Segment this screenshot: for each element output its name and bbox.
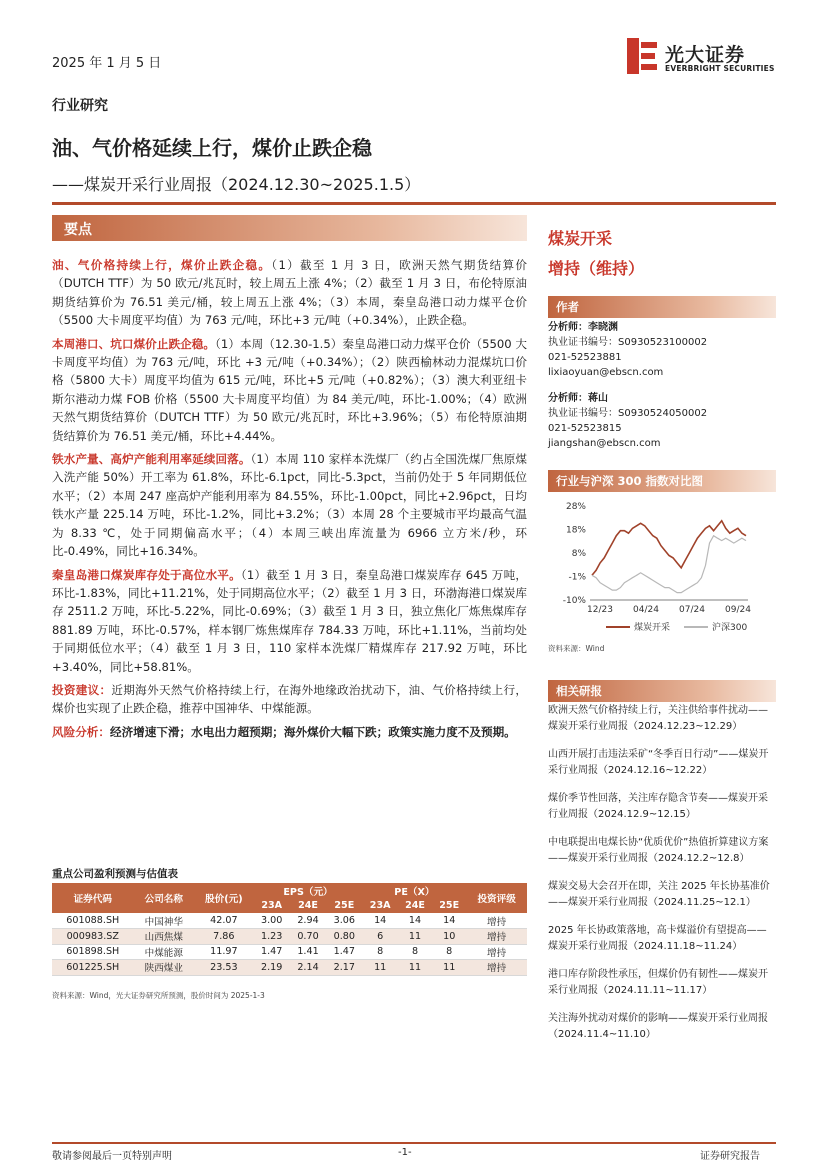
y-tick-label: 18% — [565, 525, 586, 536]
related-report-link[interactable]: 港口库存阶段性承压，但煤价仍有韧性——煤炭开采行业周报（2024.11.11~11.17） — [548, 969, 768, 996]
key-point-text: （1）本周 110 家样本洗煤厂（约占全国洗煤厂焦原煤入洗产能 50%）开工率为 61.8%，环比-6.1pct，同比-5.3pct，当前仍处于 5 年同期低位水平；（2）本周 247 座高炉产能利用率为 84.55%，环比-1.00pct，同比+2.96pct，日均铁水产量 225.14 万吨，环比-1.2%，同比+3.2%；（3）本周 28 个主要城市平均最高气温为 8.33 ℃，处于同期偏高水平；（4）本周三峡出库流量为 6966 立方米/秒，环比-0.49%，同比+16.34%。 — [52, 452, 528, 559]
report-date: 2025 年 1 月 5 日 — [52, 56, 162, 71]
investment-advice-text: 近期海外天然气价格持续上行，在海外地缘政治扰动下，油、气价格持续上行，煤价也实现了止跌企稳，推荐中国神华、中煤能源。 — [52, 682, 527, 716]
col-header-name: 公司名称 — [134, 883, 195, 913]
table-source: 资料来源：Wind，光大证券研究所预测，股价时间为 2025-1-3 — [52, 991, 265, 1000]
risk-analysis-lead: 风险分析： — [52, 724, 110, 739]
author-block — [548, 391, 776, 451]
col-header-year: 23A — [254, 898, 290, 913]
key-point-paragraph — [52, 335, 527, 445]
cell-price: 11.97 — [194, 944, 253, 960]
related-header — [548, 680, 776, 702]
cell-pe: 8 — [362, 944, 397, 960]
key-points-header — [52, 215, 527, 241]
cell-name: 山西焦煤 — [134, 929, 195, 945]
risk-analysis — [52, 723, 527, 741]
related-report-link[interactable]: 山西开展打击违法采矿“冬季百日行动”——煤炭开采行业周报（2024.12.16~12.22） — [548, 749, 769, 776]
cell-eps: 1.47 — [254, 944, 290, 960]
col-header-year: 24E — [398, 898, 432, 913]
cell-pe: 11 — [362, 960, 397, 976]
cell-code: 601225.SH — [52, 960, 134, 976]
footer-report-type: 证券研究报告 — [700, 1151, 760, 1162]
related-header-label: 相关研报 — [556, 684, 602, 698]
table-row — [52, 929, 527, 945]
report-subtitle: ——煤炭开采行业周报（2024.12.30~2025.1.5） — [52, 175, 421, 194]
brand-logo — [627, 38, 777, 78]
authors-header-label: 作者 — [556, 300, 579, 314]
brand-name-cn: 光大证券 — [665, 44, 746, 66]
y-tick-label: 8% — [571, 549, 586, 559]
cell-eps: 3.06 — [326, 913, 362, 929]
author-phone: 021-52523881 — [548, 352, 622, 363]
author-email[interactable]: lixiaoyuan@ebscn.com — [548, 367, 664, 378]
cell-price: 23.53 — [194, 960, 253, 976]
brand-name-en: EVERBRIGHT SECURITIES — [665, 64, 775, 73]
author-name: 分析师：蒋山 — [548, 393, 608, 404]
cell-eps: 1.41 — [290, 944, 326, 960]
cell-eps: 1.47 — [326, 944, 362, 960]
related-report-link[interactable]: 煤炭交易大会召开在即，关注 2025 年长协基准价——煤炭开采行业周报（2024.11.25~12.1） — [548, 881, 770, 908]
x-tick-label: 09/24 — [725, 605, 751, 615]
cell-rating: 增持 — [466, 929, 527, 945]
author-name: 分析师：李晓渊 — [548, 322, 618, 333]
col-header-code: 证券代码 — [52, 883, 134, 913]
chart-header — [548, 470, 776, 492]
sector-name: 煤炭开采 — [548, 229, 613, 248]
series-line-csi300 — [592, 536, 746, 593]
y-tick-label: -10% — [562, 596, 586, 606]
author-cert: 执业证书编号：S0930523100002 — [548, 337, 708, 348]
page-number: -1- — [398, 1147, 412, 1158]
cell-code: 601898.SH — [52, 944, 134, 960]
cell-name: 陕西煤业 — [134, 960, 195, 976]
col-header-year: 25E — [326, 898, 362, 913]
table-title: 重点公司盈利预测与估值表 — [52, 868, 178, 880]
col-header-eps: EPS（元） — [254, 883, 363, 898]
legend-label: 沪深300 — [712, 623, 748, 633]
y-tick-label: 28% — [565, 502, 586, 512]
col-header-year: 24E — [290, 898, 326, 913]
earnings-forecast-table — [52, 883, 527, 976]
cell-eps: 2.19 — [254, 960, 290, 976]
cell-pe: 14 — [432, 913, 466, 929]
author-block — [548, 320, 776, 380]
cell-eps: 0.80 — [326, 929, 362, 945]
author-email[interactable]: jiangshan@ebscn.com — [548, 438, 661, 449]
key-point-lead: 铁水产量、高炉产能利用率延续回落。 — [52, 452, 251, 467]
table-row — [52, 944, 527, 960]
key-point-text: （1）截至 1 月 3 日，欧洲天然气期货结算价（DUTCH TTF）为 50 欧元/兆瓦时，较上周五上涨 4%；（2）截至 1 月 3 日，布伦特原油期货结算价为 76.51 美元/桶，较上周五上涨 4%；（3）本周，秦皇岛港口动力煤平仓价（5500 大卡周度平均值）为 763 元/吨，环比+3 元/吨（+0.34%），止跌企稳。 — [52, 258, 527, 328]
cell-eps: 0.70 — [290, 929, 326, 945]
cell-name: 中煤能源 — [134, 944, 195, 960]
cell-pe: 8 — [398, 944, 432, 960]
col-header-rating: 投资评级 — [466, 883, 527, 913]
col-header-year: 25E — [432, 898, 466, 913]
investment-advice — [52, 681, 527, 718]
key-point-lead: 油、气价格持续上行，煤价止跌企稳。 — [52, 258, 272, 272]
cell-pe: 11 — [398, 929, 432, 945]
cell-rating: 增持 — [466, 944, 527, 960]
index-comparison-chart — [548, 500, 776, 640]
cell-price: 7.86 — [194, 929, 253, 945]
col-header-pe: PE（X） — [362, 883, 466, 898]
x-tick-label: 12/23 — [587, 605, 613, 615]
x-tick-label: 07/24 — [679, 605, 705, 615]
key-point-lead: 秦皇岛港口煤炭库存处于高位水平。 — [52, 567, 241, 582]
report-title: 油、气价格延续上行，煤价止跌企稳 — [52, 136, 372, 160]
related-report-link[interactable]: 关注海外扰动对煤价的影响——煤炭开采行业周报（2024.11.4~11.10） — [548, 1013, 768, 1040]
chart-header-label: 行业与沪深 300 指数对比图 — [556, 474, 704, 488]
cell-pe: 14 — [362, 913, 397, 929]
table-row — [52, 913, 527, 929]
chart-source: 资料来源：Wind — [548, 644, 605, 653]
author-phone: 021-52523815 — [548, 423, 622, 434]
table-row — [52, 960, 527, 976]
cell-pe: 10 — [432, 929, 466, 945]
cell-pe: 8 — [432, 944, 466, 960]
key-point-text: （1）截至 1 月 3 日，秦皇岛港口煤炭库存 645 万吨，环比-1.83%，同比+11.21%，处于同期高位水平；（2）截至 1 月 3 日，环渤海港口煤炭库存 2511.2 万吨，环比-5.22%，同比-0.69%；（3）截至 1 月 3 日，独立焦化厂炼焦煤库存 881.89 万吨，环比-0.57%，样本钢厂炼焦煤库存 784.33 万吨，环比+1.11%，当前均处于同期低位水平；（4）截至 1 月 3 日，110 家样本洗煤厂精煤库存 217.92 万吨，环比+3.40%，同比+58.81%。 — [52, 567, 527, 674]
key-points-header-label: 要点 — [64, 222, 92, 238]
series-line-coal — [592, 521, 746, 576]
cell-code: 601088.SH — [52, 913, 134, 929]
cell-pe: 14 — [398, 913, 432, 929]
key-point-paragraph — [52, 566, 527, 676]
y-tick-label: -1% — [568, 572, 586, 583]
risk-analysis-text: 经济增速下滑；水电出力超预期；海外煤价大幅下跌；政策实施力度不及预期。 — [109, 724, 516, 739]
cell-eps: 2.17 — [326, 960, 362, 976]
brand-logo-icon — [627, 38, 659, 74]
legend-label: 煤炭开采 — [634, 623, 671, 633]
cell-eps: 1.23 — [254, 929, 290, 945]
cell-name: 中国神华 — [134, 913, 195, 929]
cell-pe: 11 — [398, 960, 432, 976]
key-point-paragraph — [52, 256, 527, 330]
key-points-body — [52, 256, 527, 746]
investment-advice-lead: 投资建议： — [52, 682, 112, 697]
x-tick-label: 04/24 — [633, 605, 659, 615]
related-report-link[interactable]: 中电联提出电煤长协“优质优价”热值折算建议方案——煤炭开采行业周报（2024.12.2~12.8） — [548, 837, 769, 864]
key-point-paragraph — [52, 450, 527, 560]
authors-header — [548, 296, 776, 318]
header-divider — [52, 202, 776, 205]
related-report-link[interactable]: 煤价季节性回落，关注库存隐含节奏——煤炭开采行业周报（2024.12.9~12.15） — [548, 793, 768, 820]
cell-rating: 增持 — [466, 913, 527, 929]
report-category: 行业研究 — [52, 98, 108, 114]
cell-eps: 2.94 — [290, 913, 326, 929]
footer-divider — [52, 1142, 776, 1144]
key-point-lead: 本周港口、坑口煤价止跌企稳。 — [52, 336, 216, 351]
col-header-year: 23A — [362, 898, 397, 913]
footer-disclaimer[interactable]: 敬请参阅最后一页特别声明 — [52, 1151, 172, 1162]
col-header-price: 股价(元) — [194, 883, 253, 913]
cell-rating: 增持 — [466, 960, 527, 976]
cell-eps: 2.14 — [290, 960, 326, 976]
sector-rating: 增持（维持） — [548, 259, 645, 278]
related-reports-list — [548, 703, 776, 1055]
cell-pe: 6 — [362, 929, 397, 945]
cell-code: 000983.SZ — [52, 929, 134, 945]
key-point-text: （1）本周（12.30-1.5）秦皇岛港口动力煤平仓价（5500 大卡周度平均值）为 763 元/吨，环比 +3 元/吨（+0.34%）；（2）陕西榆林动力混煤坑口价格（5800 大卡）周度平均值为 615 元/吨，环比+5 元/吨（+0.82%）；（3）澳大利亚纽卡斯尔港动力煤 FOB 价格（5500 大卡周度平均值）为 84 美元/吨，环比-1.00%；（4）欧洲天然气期货结算价（DUTCH TTF）为 50 欧元/兆瓦时，环比+3.96%；（5）布伦特原油期货结算价为 76.51 美元/桶，环比+4.44%。 — [52, 336, 527, 443]
cell-pe: 11 — [432, 960, 466, 976]
related-report-link[interactable]: 2025 年长协政策落地，高卡煤溢价有望提高——煤炭开采行业周报（2024.11.18~11.24） — [548, 925, 767, 952]
author-cert: 执业证书编号：S0930524050002 — [548, 408, 708, 419]
related-report-link[interactable]: 欧洲天然气价格持续上行，关注供给事件扰动——煤炭开采行业周报（2024.12.23~12.29） — [548, 705, 768, 732]
cell-price: 42.07 — [194, 913, 253, 929]
cell-eps: 3.00 — [254, 913, 290, 929]
